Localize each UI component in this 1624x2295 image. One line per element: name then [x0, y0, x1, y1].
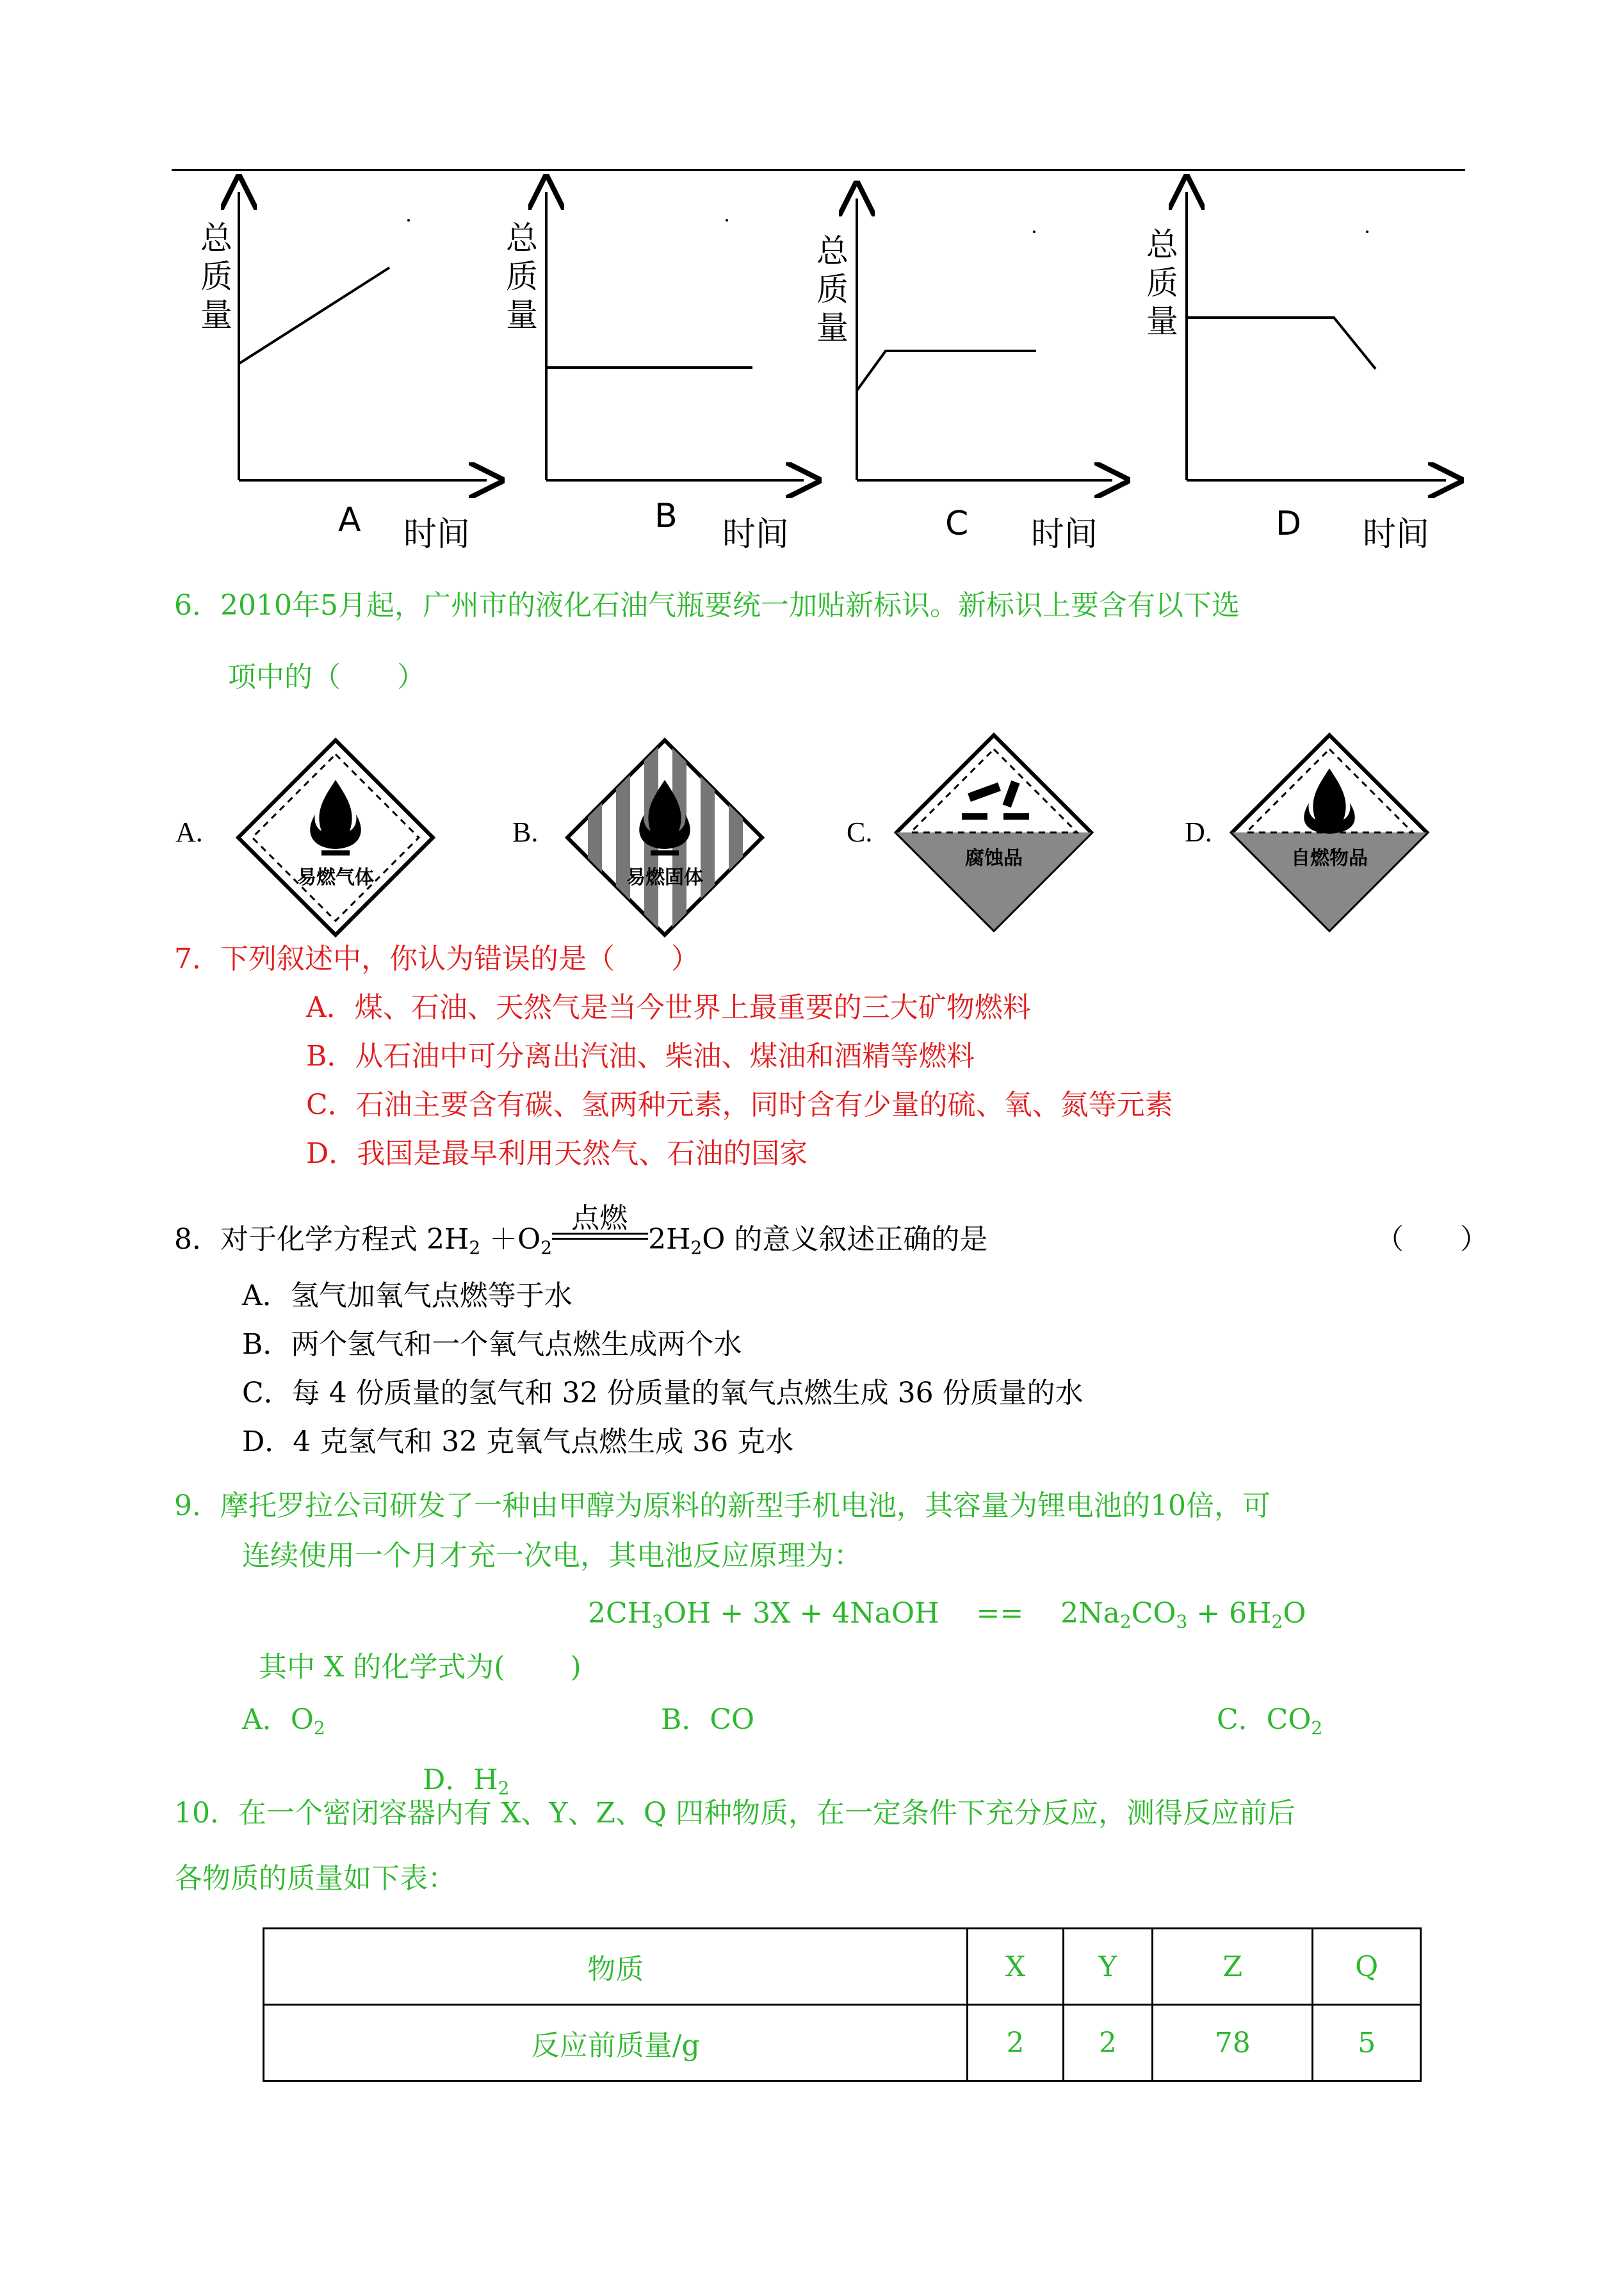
q6-sign-a-text: 易燃气体 — [297, 866, 374, 889]
q6-line2: 项中的（ ） — [228, 661, 425, 693]
q9-stem: 其中 X 的化学式为( ) — [259, 1651, 581, 1683]
graph-b-xlabel: 时间 — [722, 515, 790, 554]
q6-sign-corrosive — [891, 730, 1096, 935]
q9-equation — [588, 1596, 1306, 1640]
q8-sub1: 2 — [469, 1237, 481, 1258]
q6-option-c-letter: C. — [847, 816, 873, 848]
graph-c-letter: C — [945, 505, 969, 543]
q8-product-a: 2H — [648, 1223, 691, 1256]
q6-option-a-letter: A. — [175, 816, 203, 848]
q9-eq-a-sub: 3 — [652, 1611, 663, 1632]
q9-eq-e: O — [1283, 1597, 1306, 1630]
q8-condition: 点燃 — [571, 1201, 628, 1235]
q10-mass-table — [263, 1927, 1422, 2082]
graph-b-letter: B — [654, 497, 678, 535]
graph-d — [1187, 192, 1446, 480]
q9-eq-b-sub: 2 — [1119, 1611, 1132, 1632]
q8-product-b: O 的意义叙述正确的是 — [702, 1223, 988, 1256]
q8-arrow — [552, 1201, 648, 1254]
graph-a-ylabel: 总质量 — [200, 220, 232, 334]
q6-option-b-letter: B. — [512, 816, 539, 848]
q9-opt-a-sub: 2 — [313, 1717, 325, 1739]
table-cell: 78 — [1153, 2005, 1313, 2081]
q8-option-d: D．4 克氢气和 32 克氧气点燃生成 36 克水 — [242, 1425, 794, 1458]
q6-sign-c-text: 腐蚀品 — [965, 847, 1023, 870]
graph-c-line — [857, 351, 1036, 391]
graph-d-letter: D — [1276, 505, 1302, 543]
graph-c-xlabel: 时间 — [1031, 515, 1098, 554]
q7-option-d: D．我国是最早利用天然气、石油的国家 — [306, 1137, 808, 1170]
graph-a-line — [239, 268, 389, 364]
q9-opt-d: D．H — [423, 1764, 498, 1796]
q6-sign-spontaneous-combustion — [1227, 730, 1432, 935]
graph-c — [857, 199, 1112, 480]
q7-option-c: C．石油主要含有碳、氢两种元素，同时含有少量的硫、氧、氮等元素 — [306, 1089, 1173, 1121]
table-header-cell: 物质 — [264, 1929, 968, 2005]
graph-d-xlabel: 时间 — [1363, 515, 1430, 554]
q9-option-a — [242, 1702, 325, 1746]
q7-stem: 7．下列叙述中，你认为错误的是（ ） — [174, 943, 699, 975]
q6-option-d-letter: D. — [1185, 816, 1212, 848]
q9-eq-a: 2CH — [588, 1597, 653, 1630]
q9-eq-c-sub: 3 — [1176, 1611, 1188, 1632]
table-header-cell: Y — [1063, 1929, 1153, 2005]
q8-paren: （ ） — [1376, 1223, 1488, 1256]
q9-opt-a: A．O — [242, 1703, 314, 1736]
q9-option-c — [1217, 1702, 1322, 1746]
graph-c-ylabel: 总质量 — [816, 232, 849, 346]
q10-line1: 10．在一个密闭容器内有 X、Y、Z、Q 四种物质，在一定条件下充分反应，测得反应前后 — [174, 1797, 1295, 1829]
graph-a-letter: A — [338, 501, 361, 539]
q8-option-b: B．两个氢气和一个氧气点燃生成两个水 — [242, 1328, 742, 1361]
table-header-row — [264, 1929, 1421, 2005]
q9-option-b: B．CO — [661, 1703, 755, 1736]
header-rule — [172, 169, 1465, 171]
table-header-cell: Q — [1313, 1929, 1421, 2005]
q9-eq-b: OH + 3X + 4NaOH == 2Na — [663, 1597, 1120, 1630]
q6-sign-b-text: 易燃固体 — [626, 866, 703, 889]
q8-prefix: 8．对于化学方程式 2H — [174, 1223, 469, 1256]
q8-option-c: C．每 4 份质量的氢气和 32 份质量的氧气点燃生成 36 份质量的水 — [242, 1377, 1084, 1409]
q10-line2: 各物质的质量如下表： — [174, 1862, 456, 1895]
q6-sign-d-text: 自燃物品 — [1291, 847, 1368, 870]
q6-sign-flammable-gas — [233, 735, 438, 940]
table-cell: 2 — [1063, 2005, 1153, 2081]
q8-option-a: A．氢气加氧气点燃等于水 — [242, 1279, 572, 1312]
q8-stem — [174, 1201, 988, 1266]
q9-eq-c: CO — [1131, 1597, 1176, 1630]
q6-sign-flammable-solid — [562, 735, 767, 940]
table-cell: 5 — [1313, 2005, 1421, 2081]
q9-eq-d: + 6H — [1187, 1597, 1272, 1630]
graph-b-ylabel: 总质量 — [506, 220, 538, 334]
q7-option-a: A．煤、石油、天然气是当今世界上最重要的三大矿物燃料 — [306, 991, 1031, 1024]
q9-opt-c: C．CO — [1217, 1703, 1311, 1736]
q9-line2: 连续使用一个月才充一次电，其电池反应原理为： — [242, 1539, 862, 1572]
graph-a — [239, 192, 487, 480]
q8-sub3: 2 — [690, 1237, 702, 1258]
table-row — [264, 2005, 1421, 2081]
q8-mid1: ＋O — [480, 1223, 541, 1256]
q9-line1: 9．摩托罗拉公司研发了一种由甲醇为原料的新型手机电池，其容量为锂电池的10倍，可 — [174, 1489, 1271, 1522]
q9-opt-d-sub: 2 — [498, 1778, 510, 1799]
q8-sub2: 2 — [540, 1237, 553, 1258]
graph-d-line — [1187, 318, 1376, 369]
table-cell: 2 — [968, 2005, 1063, 2081]
table-header-cell: Z — [1153, 1929, 1313, 2005]
graph-b — [546, 192, 804, 480]
graph-a-xlabel: 时间 — [403, 515, 471, 554]
table-cell: 反应前质量/g — [264, 2005, 968, 2081]
q9-eq-d-sub: 2 — [1271, 1611, 1283, 1632]
graph-d-ylabel: 总质量 — [1146, 226, 1178, 340]
q9-opt-c-sub: 2 — [1311, 1717, 1323, 1739]
q7-option-b: B．从石油中可分离出汽油、柴油、煤油和酒精等燃料 — [306, 1040, 975, 1073]
table-header-cell: X — [968, 1929, 1063, 2005]
q6-line1: 6．2010年5月起，广州市的液化石油气瓶要统一加贴新标识。新标识上要含有以下选 — [174, 589, 1240, 622]
